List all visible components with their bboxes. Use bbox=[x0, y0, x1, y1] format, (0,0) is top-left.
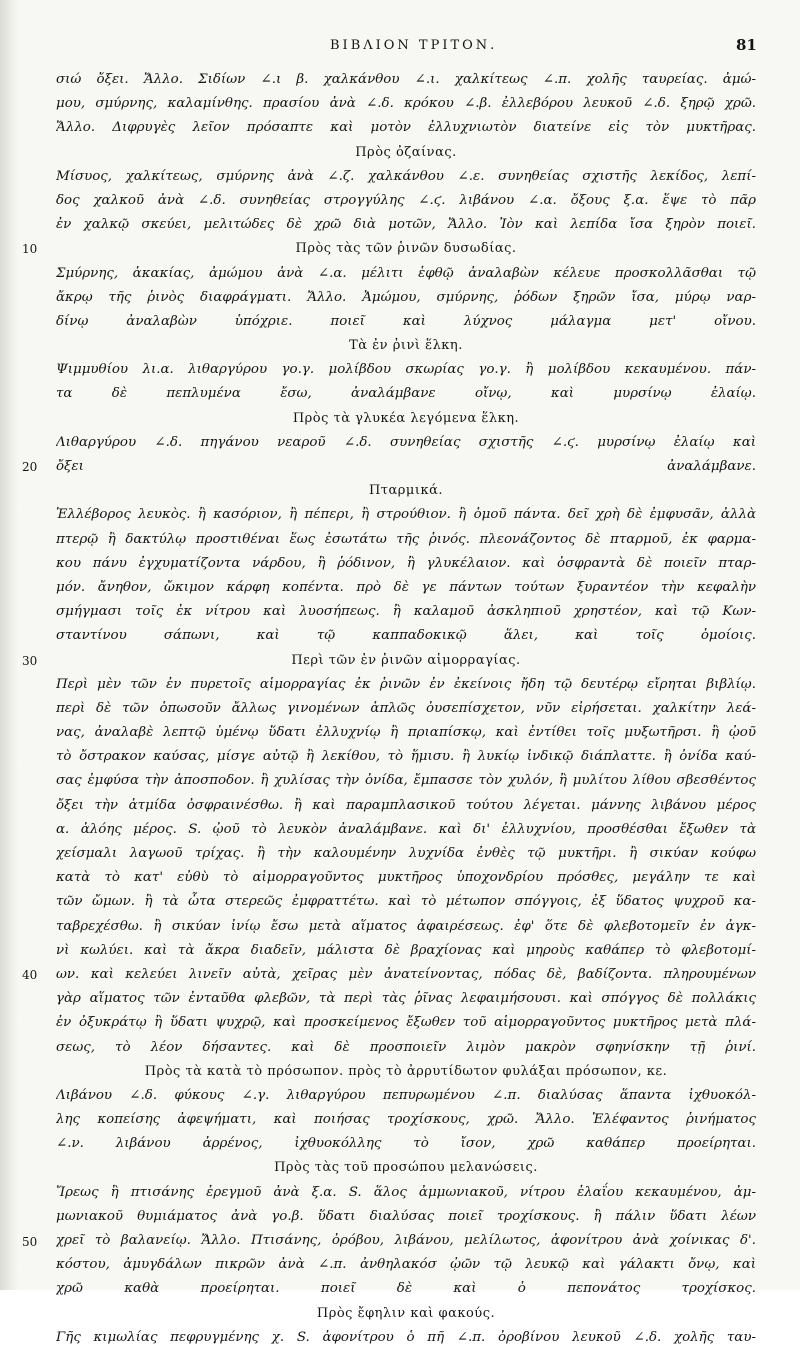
text-line: Ψιμμυθίου λι.α. λιθαργύρου γο.γ. μολίβδου σκωρίας γο.γ. ἢ μολίβδου κεκαυμένου. πάν- bbox=[56, 362, 756, 378]
section-heading: Πρὸς τὰς τοῦ προσώπου μελανώσεις. bbox=[274, 1160, 538, 1176]
running-head: ΒΙΒΛΙΟΝ ΤΡΙΤΟΝ. bbox=[330, 38, 498, 53]
text-line: χείσμαλι λαγωοῦ τρίχας. ἢ τὴν καλουμένην λυχνίδα ἐνθὲς τῷ μυκτῆρι. ἢ σικύαν κούφω bbox=[56, 846, 756, 861]
text-line: πτερῷ ἢ δακτύλῳ προστιθέναι ἕως ἐσωτάτω τῆς ῥινός. πλεονάζοντος δὲ πταρμοῦ, ἐκ φαρμα- bbox=[56, 531, 756, 547]
text-line: ταβρεχέσθω. ἢ σικύαν ἰνίῳ ἔσω μετὰ αἵματος ἀφαιρέσεως. ἐφ' ὅτε δὲ φλεβοτομεῖν ἐν ἀγκ- bbox=[56, 918, 756, 934]
text-line: Λιβάνου ∠.δ. φύκους ∠.γ. λιθαργύρου πεπυρωμένου ∠.π. διαλύσας ἅπαντα ἰχθυοκόλ- bbox=[56, 1087, 756, 1103]
marginal-line-number: 40 bbox=[22, 968, 38, 983]
marginal-line-number: 30 bbox=[22, 653, 38, 668]
section-heading: Πταρμικά. bbox=[368, 483, 444, 499]
section-heading: Πρὸς ὀζαίνας. bbox=[355, 144, 457, 160]
section-heading: Περὶ τῶν ἐν ῥινῶν αἱμορραγίας. bbox=[291, 652, 521, 668]
text-line: νὶ κωλύει. καὶ τὰ ἄκρα διαδεῖν, μάλιστα δὲ βραχίονας καὶ μηροὺς καθάπερ τὸ φλεβοτομί- bbox=[56, 942, 756, 958]
marginal-line-number: 20 bbox=[22, 460, 38, 475]
text-line: α. ἀλόης μέρος. S. ᾠοῦ τὸ λευκὸν ἀναλάμβανε. καὶ δι' ἐλλυχνίου, προσθέσθαι ἔξωθεν τὰ bbox=[56, 821, 756, 837]
text-line: ὄξει ἀναλάμβανε. bbox=[56, 459, 756, 474]
text-line: νας, ἀναλαβὲ λεπτῷ ὑμένῳ ὕδατι ἐλλυχνίῳ ἢ πριαπίσκῳ, καὶ ἐντίθει τοῖς μυξωτῆρσι. ἢ ᾠοῦ bbox=[56, 725, 756, 741]
text-line: κου πάνυ ἐγχυματίζοντα νάρδου, ἢ ῥόδινον, ἢ γλυκέλαιον. καὶ ὀσφραντὰ δὲ ποιεῖν πταρ- bbox=[56, 555, 756, 571]
section-heading: Πρὸς ἔφηλιν καὶ φακούς. bbox=[316, 1305, 496, 1321]
text-line: Ἐλλέβορος λευκὸς. ἢ κασόριον, ἢ πέπερι, ἢ στρούθιον. ἢ ὁμοῦ πάντα. δεῖ χρὴ δὲ ἐμφυσᾶν, ἀλλὰ bbox=[56, 507, 756, 523]
text-line: κόστου, ἀμυγδάλων πικρῶν ἀνὰ ∠.π. ἀνθηλακόσ ᾠῶν τῷ λευκῷ καὶ γάλακτι ὄνῳ, καὶ bbox=[56, 1257, 756, 1273]
text-line: μόν. ἄνηθον, ὤκιμον κάρφη κοπέντα. πρὸ δὲ γε πάντων τούτων ξυραντέον τὴν κεφαλὴν bbox=[56, 579, 756, 595]
text-line: σμήγμασι τοῖς ἐκ νίτρου καὶ λυοσήπεως. ἢ καλαμοῦ ἀσκληπιοῦ χρηστέον, καὶ τῷ Κων- bbox=[56, 604, 756, 620]
text-line: Μίσυος, χαλκίτεως, σμύρνης ἀνὰ ∠.ζ. χαλκάνθου ∠.ε. συνηθείας σχιστῆς λεκίδος, λεπί- bbox=[56, 168, 756, 184]
text-line: ἄκρῳ τῆς ῥινὸς διαφράγματι. Ἄλλο. Ἀμώμου, σμύρνης, ῥόδων ξηρῶν ἴσα, μύρῳ ναρ- bbox=[56, 289, 756, 305]
text-line: σταντίνου σάπωνι, καὶ τῷ καππαδοκικῷ ἅλει, καὶ τοῖς ὁμοίοις. bbox=[56, 628, 756, 644]
text-line: χρεῖ τὸ βαλανείῳ. Ἄλλο. Πτισάνης, ὀρόβου, λιβάνου, μελίλωτος, ἀφονίτρου ἀνὰ χοίνικας δ'. bbox=[56, 1233, 756, 1248]
text-line: σεως, τὸ λέον δήσαντες. καὶ δὲ προσποιεῖν λιμὸν μακρὸν σφηνίσκην τῇ ῥινί. bbox=[56, 1039, 756, 1055]
page-number: 81 bbox=[736, 36, 757, 54]
text-line: τῶν ὤμων. ἢ τὰ ὦτα στερεῶς ἐμφραττέτω. καὶ τὸ μέτωπον σπόγγοις, ἐξ ὕδατος ψυχροῦ κα- bbox=[56, 894, 756, 910]
text-line: τα δὲ πεπλυμένα ἔσω, ἀναλάμβανε οἴνῳ, καὶ μυρσίνῳ ἐλαίῳ. bbox=[56, 386, 756, 402]
text-line: ὄξει τὴν ἀτμίδα ὀσφραινέσθω. ἢ καὶ παραμπλασικοῦ τούτου λέγεται. μάννης λιβάνου μέρος bbox=[56, 797, 756, 813]
text-line: τὸ ὄστρακον καύσας, μίσγε αὐτῷ ἢ λεκίθου, τὸ ἥμισυ. ἢ λυκίῳ ἰνδικῷ διάπλαττε. ἢ ὀνίδα καύ- bbox=[56, 749, 756, 765]
text-line: Ἄλλο. Διφρυγὲς λεῖον πρόσαπτε καὶ μοτὸν ἐλλυχνιωτὸν διατείνε εἰς τὸν μυκτῆρας. bbox=[56, 120, 756, 136]
text-line: ἐν ὀξυκράτῳ ἢ ὕδατι ψυχρῷ, καὶ προσκείμενος ἔξωθεν τοῦ αἱμορραγοῦντος μυκτῆρος μετὰ πλά- bbox=[56, 1015, 756, 1031]
text-line: ων. καὶ κελεύει λινεῖν αὐτὰ, χεῖρας μὲν ἀνατείνοντας, πόδας δὲ, βαδίζοντα. πληρουμένων bbox=[56, 966, 756, 982]
text-line: ∠.ν. λιβάνου ἀρρένος, ἰχθυοκόλλης τὸ ἴσον, χρῶ καθάπερ προείρηται. bbox=[56, 1136, 756, 1152]
text-line: Περὶ μὲν τῶν ἐν πυρετοῖς αἱμορραγίας ἐκ ῥινῶν ἐν ἐκείνοις ἤδη τῷ δευτέρῳ εἴρηται βιβλίῳ. bbox=[56, 676, 756, 692]
section-heading: Πρὸς τὰς τῶν ῥινῶν δυσωδίας. bbox=[295, 241, 517, 257]
text-line: γὰρ αἵματος τῶν ἐνταῦθα φλεβῶν, τὰ περὶ τὰς ῥῖνας λεφαιμήσουσι. καὶ σπόγγος δὲ πολλάκις bbox=[56, 991, 756, 1007]
text-line: δος χαλκοῦ ἀνὰ ∠.δ. συνηθείας στρογγύλης ∠.ϛ. λιβάνου ∠.α. ὄξους ξ.α. ἕψε τὸ πᾶρ bbox=[56, 192, 756, 208]
section-heading: Πρὸς τὰ γλυκέα λεγόμενα ἕλκη. bbox=[292, 410, 520, 426]
section-heading: Πρὸς τὰ κατὰ τὸ πρόσωπον. πρὸς τὸ ἀρρυτίδωτον φυλάξαι πρόσωπον, κε. bbox=[144, 1063, 668, 1079]
text-line: Γῆς κιμωλίας πεφρυγμένης χ. S. ἀφονίτρου ὁ πῆ ∠.π. ὀροβίνου λευκοῦ ∠.δ. χολῆς ταυ- bbox=[56, 1329, 756, 1345]
text-line: Σμύρνης, ἀκακίας, ἀμώμου ἀνὰ ∠.α. μέλιτι ἑφθῷ ἀναλαβὼν κέλευε προσκολλᾶσθαι τῷ bbox=[56, 265, 756, 281]
text-line: σας ἐμφύσα τὴν ἀποσποδον. ἢ χυλίσας τὴν ὀνίδα, ἔμπασσε τὸν χυλόν, ἢ μυλίτου λίθου σβεσθέντος bbox=[56, 773, 756, 789]
text-line: περὶ δὲ τῶν ὁπωσοῦν ἄλλως γινομένων ἁπλῶς ὀυσεπίσχετον, νῦν εἰρήσεται. χαλκίτην λεά- bbox=[56, 700, 756, 716]
text-line: χρῶ καθὰ προείρηται. ποιεῖ δὲ καὶ ὁ πεπονάτος τροχίσκος. bbox=[56, 1281, 756, 1297]
text-line: λης κοπείσης ἀφεψήματι, καὶ ποιήσας τροχίσκους, χρῶ. Ἄλλο. Ἐλέφαντος ῥινήματος bbox=[56, 1112, 756, 1128]
marginal-line-number: 10 bbox=[22, 242, 38, 257]
marginal-line-number: 50 bbox=[22, 1234, 38, 1249]
text-line: μωνιακοῦ θυμιάματος ἀνὰ γο.β. ὕδατι διαλύσας ποιεῖ τροχίσκους. ἢ πάλιν ὕδατι λέων bbox=[56, 1208, 756, 1224]
text-line: Ἴρεως ἢ πτισάνης ἐρεγμοῦ ἀνὰ ξ.α. S. ἅλος ἀμμωνιακοῦ, νίτρου ἐλαΐου κεκαυμένου, ἀμ- bbox=[56, 1184, 756, 1200]
text-line: κατὰ τὸ κατ' εὐθὺ τὸ αἱμορραγοῦντος μυκτῆρος ὑποχονδρίου πρόσθες, μεγάλην τε καὶ bbox=[56, 870, 756, 886]
text-block bbox=[56, 68, 756, 1350]
text-line: ἐν χαλκῷ σκεύει, μελιτώδες δὲ χρῶ διὰ μοτῶν, Ἄλλο. Ἰὸν καὶ λεπίδα ἴσα ξηρὸν ποιεῖ. bbox=[56, 217, 756, 233]
text-line: Λιθαργύρου ∠.δ. πηγάνου νεαροῦ ∠.δ. συνηθείας σχιστῆς ∠.ϛ. μυρσίνῳ ἐλαίῳ καὶ bbox=[56, 434, 756, 450]
text-line: δίνῳ ἀναλαβὼν ὑπόχριε. ποιεῖ καὶ λύχνος μάλαγμα μετ' οἴνου. bbox=[56, 313, 756, 329]
section-heading: Τὰ ἐν ῥινὶ ἕλκη. bbox=[349, 338, 463, 354]
text-line: σιώ ὄξει. Ἄλλο. Σιδίων ∠.ι β. χαλκάνθου ∠.ι. χαλκίτεως ∠.π. χολῆς ταυρείας. ἀμώ- bbox=[56, 72, 756, 87]
text-line: μου, σμύρνης, καλαμίνθης. πρασίου ἀνὰ ∠.δ. κρόκου ∠.β. ἐλλεβόρου λευκοῦ ∠.δ. ξηρῷ χρῶ. bbox=[56, 96, 756, 112]
